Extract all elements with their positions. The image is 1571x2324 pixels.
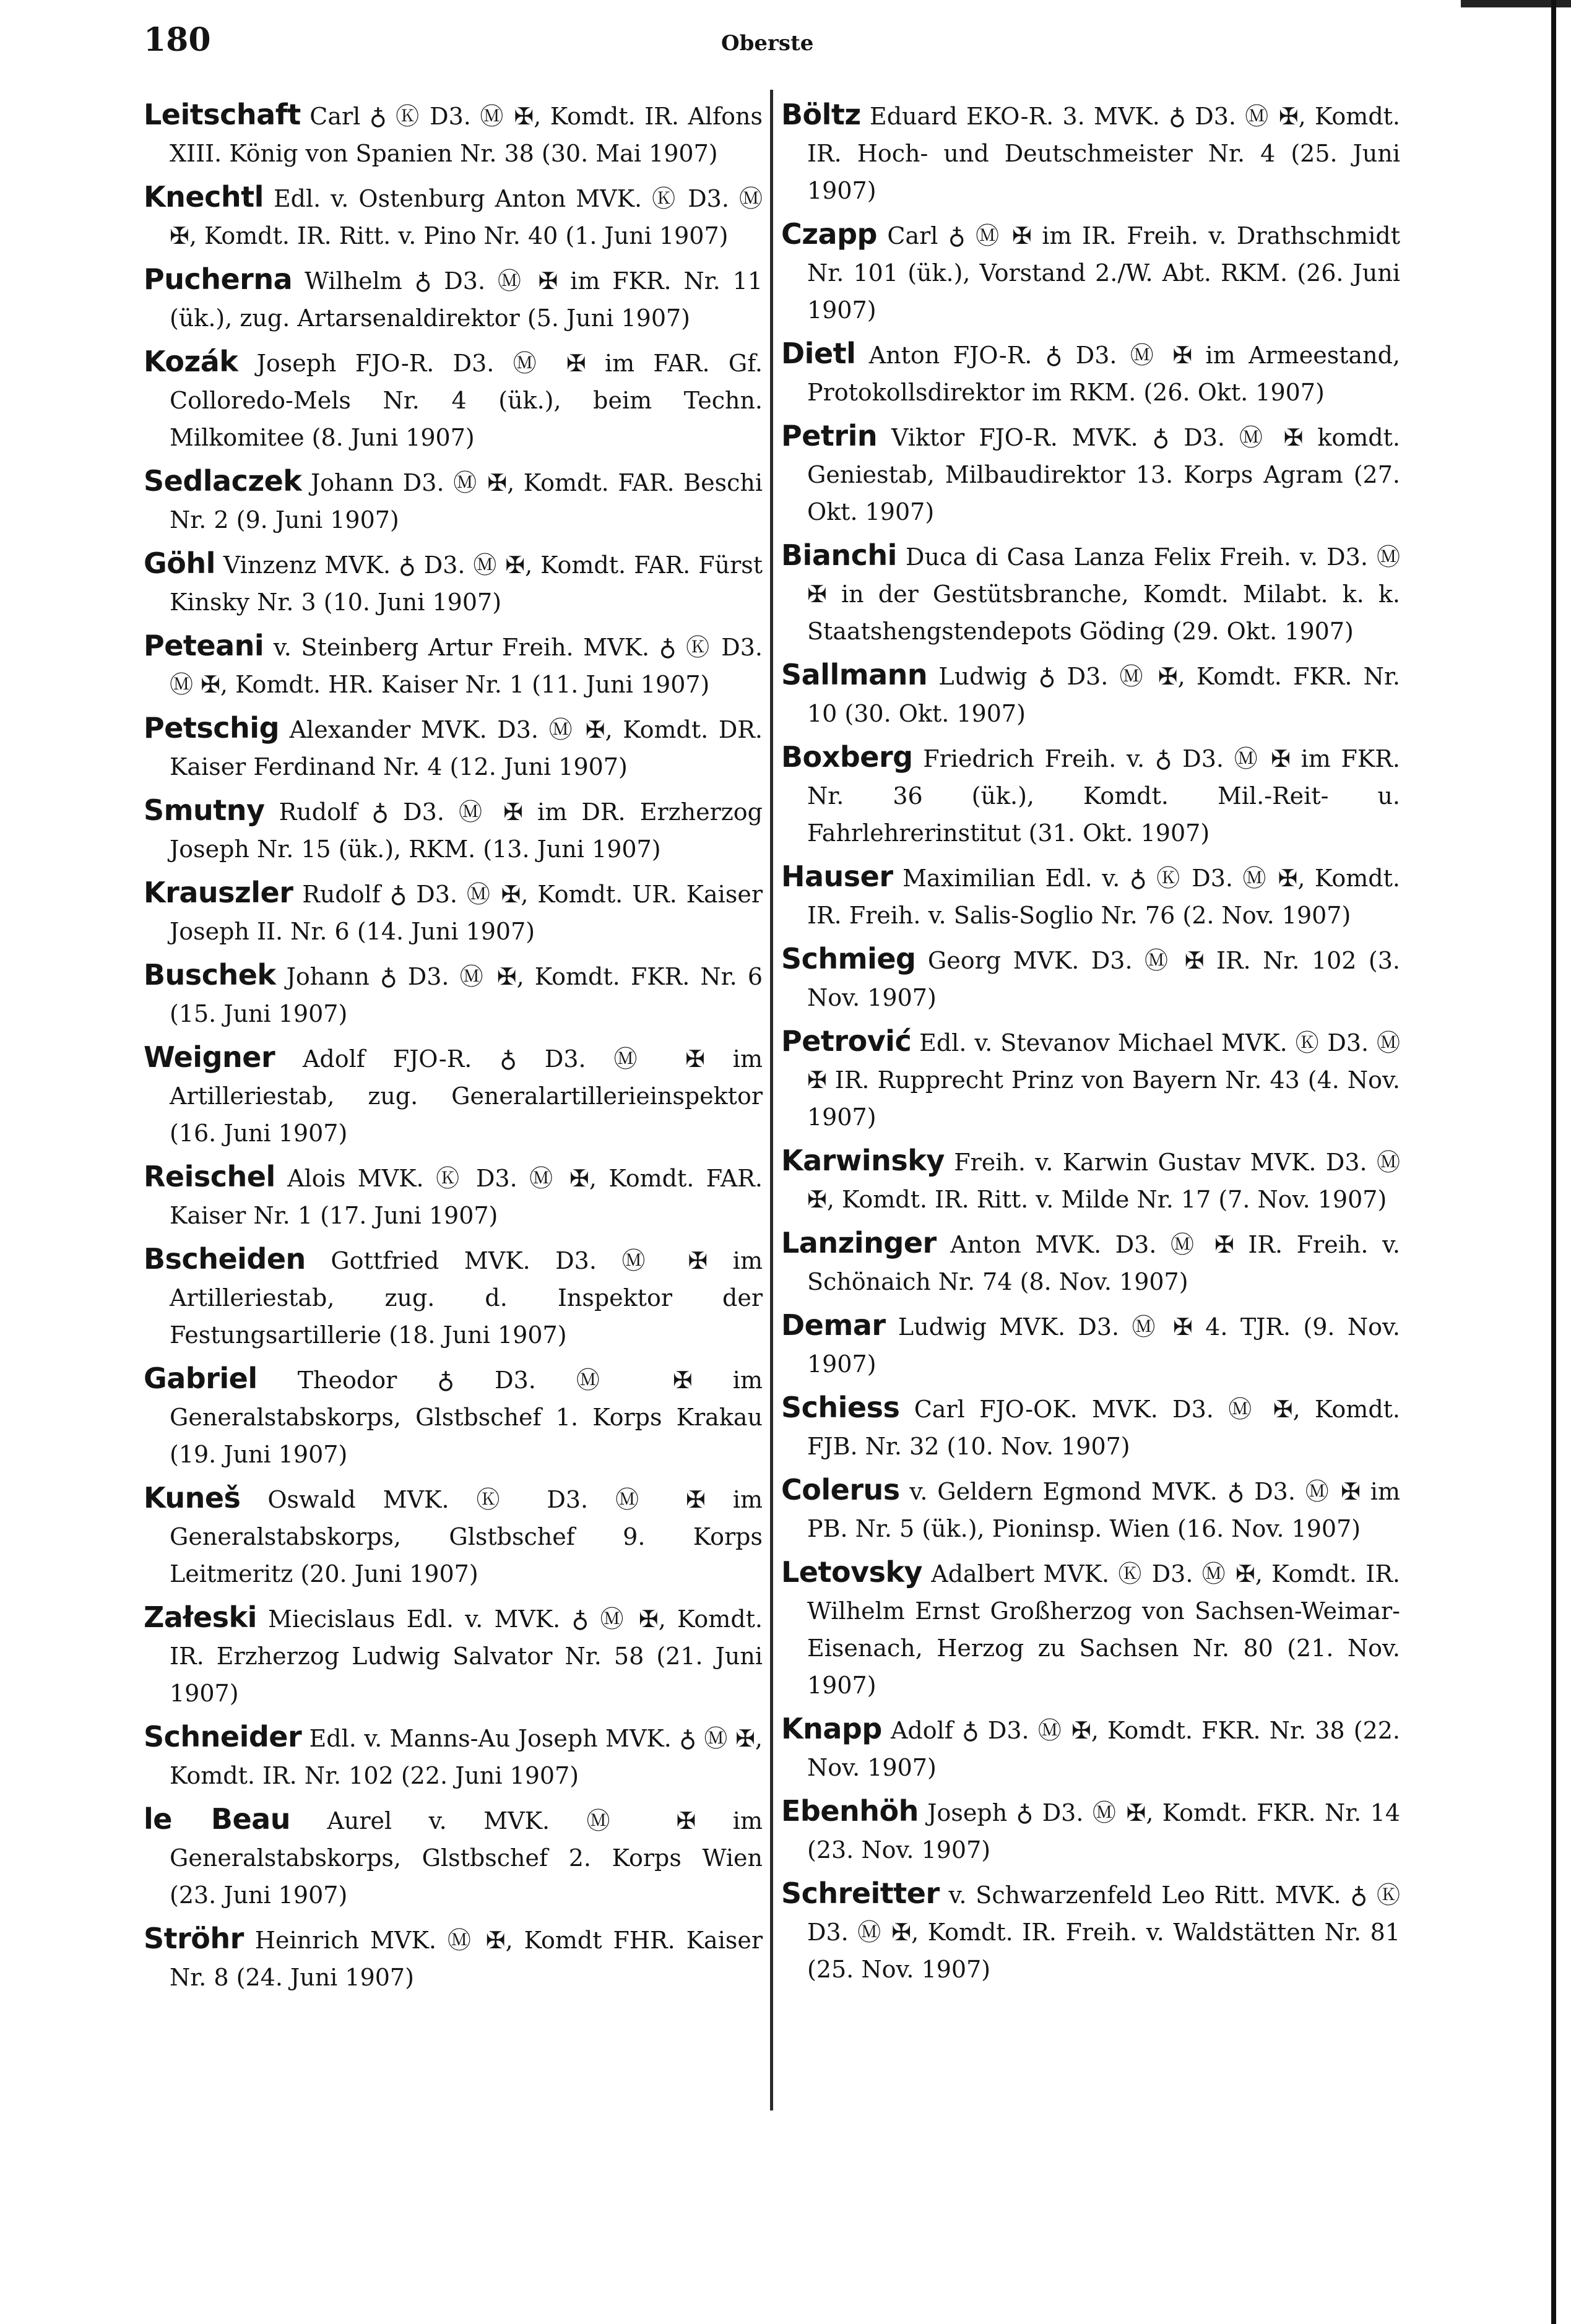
officer-entry [144, 96, 771, 172]
officer-details: Heinrich MVK. Ⓜ ✠, Komdt FHR. Kaiser Nr. 8 (24. Juni 1907) [170, 1927, 771, 1991]
officer-surname: Buschek [144, 958, 276, 991]
officer-surname: Sedlaczek [144, 464, 302, 498]
officer-surname: Petschig [144, 711, 279, 745]
officer-entry [144, 261, 771, 337]
officer-details: Edl. v. Ostenburg Anton MVK. Ⓚ D3. Ⓜ ✠, Komdt. IR. Ritt. v. Pino Nr. 40 (1. Juni 1907) [170, 185, 771, 249]
officer-entry [144, 545, 771, 621]
officer-details: v. Steinberg Artur Freih. MVK. ♁ Ⓚ D3. Ⓜ ✠, Komdt. HR. Kaiser Nr. 1 (11. Juni 1907) [170, 634, 771, 698]
officer-surname: Kozák [144, 345, 238, 378]
officer-surname: Reischel [144, 1160, 275, 1193]
officer-surname: Karwinsky [781, 1144, 945, 1177]
officer-entry [144, 343, 771, 456]
officer-entry [144, 1800, 771, 1914]
officer-surname: Knapp [781, 1712, 882, 1745]
officer-entry [144, 1920, 771, 1996]
officer-entry [781, 537, 1408, 650]
officer-entry [781, 940, 1408, 1016]
page-number: 180 [144, 21, 211, 59]
officer-surname: Dietl [781, 337, 856, 370]
officer-entry [144, 462, 771, 538]
officer-entry [781, 335, 1408, 411]
officer-entry [781, 1022, 1408, 1136]
officer-surname: Ströhr [144, 1922, 244, 1955]
officer-surname: Pucherna [144, 262, 293, 296]
officer-surname: Gabriel [144, 1362, 258, 1395]
officer-details: Vinzenz MVK. ♁ D3. Ⓜ ✠, Komdt. FAR. Fürst Kinsky Nr. 3 (10. Juni 1907) [170, 551, 771, 616]
officer-entry [781, 858, 1408, 934]
officer-entry [144, 792, 771, 868]
officer-entry [144, 1039, 771, 1152]
officer-details: Alexander MVK. D3. Ⓜ ✠, Komdt. DR. Kaiser Ferdinand Nr. 4 (12. Juni 1907) [170, 716, 771, 780]
officer-entry [144, 1479, 771, 1592]
officer-surname: Bianchi [781, 538, 897, 572]
officer-details: Adolf FJO-R. ♁ D3. Ⓜ ✠ im Artilleriestab, zug. Generalartillerieinspektor (16. Juni 1907) [170, 1045, 771, 1147]
officer-surname: Knechtl [144, 180, 264, 214]
officer-details: Rudolf ♁ D3. Ⓜ ✠, Komdt. UR. Kaiser Joseph II. Nr. 6 (14. Juni 1907) [170, 881, 771, 945]
officer-surname: Demar [781, 1308, 886, 1342]
officer-surname: Letovsky [781, 1555, 923, 1589]
officer-entry [781, 1875, 1408, 1988]
officer-surname: Boxberg [781, 740, 913, 774]
running-head: Oberste [721, 31, 814, 56]
officer-surname: Sallmann [781, 658, 928, 691]
officer-details: Freih. v. Karwin Gustav MVK. D3. Ⓜ ✠, Komdt. IR. Ritt. v. Milde Nr. 17 (7. Nov. 1907) [807, 1149, 1408, 1213]
officer-details: v. Geldern Egmond MVK. ♁ D3. Ⓜ ✠ im PB. Nr. 5 (ük.), Pioninsp. Wien (16. Nov. 1907) [807, 1478, 1408, 1542]
officer-surname: Colerus [781, 1473, 900, 1506]
officer-details: Adolf ♁ D3. Ⓜ ✠, Komdt. FKR. Nr. 38 (22. Nov. 1907) [807, 1717, 1408, 1781]
officer-details: Eduard EKO-R. 3. MVK. ♁ D3. Ⓜ ✠, Komdt. IR. Hoch- und Deutschmeister Nr. 4 (25. Juni 1907) [807, 103, 1408, 204]
officer-entry [781, 656, 1408, 732]
officer-surname: le Beau [144, 1802, 290, 1836]
officer-surname: Petrović [781, 1024, 912, 1058]
officer-entry [144, 1158, 771, 1234]
officer-details: Edl. v. Manns-Au Joseph MVK. ♁ Ⓜ ✠, Komdt. IR. Nr. 102 (22. Juni 1907) [170, 1725, 771, 1789]
officer-details: Friedrich Freih. v. ♁ D3. Ⓜ ✠ im FKR. Nr. 36 (ük.), Komdt. Mil.-Reit- u. Fahrlehrerinstitut (31. Okt. 1907) [807, 745, 1408, 847]
officer-surname: Smutny [144, 793, 265, 827]
officer-entry [781, 1792, 1408, 1868]
officer-surname: Peteani [144, 629, 264, 662]
officer-details: Georg MVK. D3. Ⓜ ✠ IR. Nr. 102 (3. Nov. 1907) [807, 947, 1408, 1011]
officer-entry [781, 1224, 1408, 1300]
officer-surname: Czapp [781, 217, 877, 251]
officer-entry [781, 1142, 1408, 1218]
officer-details: Theodor ♁ D3. Ⓜ ✠ im Generalstabskorps, Glstbschef 1. Korps Krakau (19. Juni 1907) [170, 1367, 771, 1468]
officer-details: Anton FJO-R. ♁ D3. Ⓜ ✠ im Armeestand, Protokollsdirektor im RKM. (26. Okt. 1907) [807, 342, 1408, 406]
officer-entry [144, 1360, 771, 1473]
officer-entry [144, 956, 771, 1032]
officer-details: Aurel v. MVK. Ⓜ ✠ im Generalstabskorps, Glstbschef 2. Korps Wien (23. Juni 1907) [170, 1807, 771, 1909]
officer-entry [144, 1718, 771, 1794]
officer-details: Anton MVK. D3. Ⓜ ✠ IR. Freih. v. Schönaich Nr. 74 (8. Nov. 1907) [807, 1231, 1408, 1295]
officer-details: Alois MVK. Ⓚ D3. Ⓜ ✠, Komdt. FAR. Kaiser Nr. 1 (17. Juni 1907) [170, 1165, 771, 1229]
officer-surname: Bscheiden [144, 1242, 306, 1276]
officer-entry [781, 738, 1408, 852]
officer-surname: Krauszler [144, 876, 293, 909]
left-column [144, 96, 771, 2002]
officer-details: Maximilian Edl. v. ♁ Ⓚ D3. Ⓜ ✠, Komdt. IR. Freih. v. Salis-Soglio Nr. 76 (2. Nov. 1907) [807, 865, 1408, 929]
officer-surname: Schmieg [781, 942, 916, 975]
officer-surname: Leitschaft [144, 98, 301, 131]
officer-details: Johann ♁ D3. Ⓜ ✠, Komdt. FKR. Nr. 6 (15. Juni 1907) [170, 963, 771, 1027]
officer-surname: Lanzinger [781, 1226, 937, 1259]
officer-details: Ludwig MVK. D3. Ⓜ ✠ 4. TJR. (9. Nov. 1907) [807, 1313, 1408, 1378]
officer-details: Wilhelm ♁ D3. Ⓜ ✠ im FKR. Nr. 11 (ük.), zug. Artarsenaldirektor (5. Juni 1907) [170, 267, 771, 332]
officer-details: Carl ♁ Ⓚ D3. Ⓜ ✠, Komdt. IR. Alfons XIII. König von Spanien Nr. 38 (30. Mai 1907) [170, 103, 771, 167]
right-column [781, 96, 1408, 1994]
officer-entry [781, 1307, 1408, 1383]
officer-details: Adalbert MVK. Ⓚ D3. Ⓜ ✠, Komdt. IR. Wilhelm Ernst Großherzog von Sachsen-Weimar-Eisenach, Herzog zu Sachsen Nr. 80 (21. Nov. 1907) [807, 1560, 1408, 1699]
officer-details: Edl. v. Stevanov Michael MVK. Ⓚ D3. Ⓜ ✠ IR. Rupprecht Prinz von Bayern Nr. 43 (4. Nov. 1907) [807, 1029, 1408, 1131]
officer-entry [781, 417, 1408, 530]
officer-surname: Kuneš [144, 1481, 241, 1514]
officer-surname: Weigner [144, 1040, 275, 1074]
officer-details: Carl ♁ Ⓜ ✠ im IR. Freih. v. Drathschmidt Nr. 101 (ük.), Vorstand 2./W. Abt. RKM. (26. Juni 1907) [807, 222, 1408, 324]
officer-surname: Petrin [781, 419, 878, 452]
officer-surname: Böltz [781, 98, 861, 131]
officer-details: Joseph ♁ D3. Ⓜ ✠, Komdt. FKR. Nr. 14 (23. Nov. 1907) [807, 1799, 1408, 1864]
officer-surname: Schneider [144, 1720, 302, 1753]
officer-details: Johann D3. Ⓜ ✠, Komdt. FAR. Beschi Nr. 2 (9. Juni 1907) [170, 469, 771, 533]
scan-right-border [1551, 0, 1556, 2324]
officer-details: Carl FJO-OK. MVK. D3. Ⓜ ✠, Komdt. FJB. Nr. 32 (10. Nov. 1907) [807, 1396, 1408, 1460]
officer-surname: Göhl [144, 546, 215, 580]
officer-entry [144, 627, 771, 703]
officer-details: Duca di Casa Lanza Felix Freih. v. D3. Ⓜ ✠ in der Gestütsbranche, Komdt. Milabt. k. k. Staatshengstendepots Göding (29. Okt. 1907) [807, 543, 1408, 645]
officer-details: Rudolf ♁ D3. Ⓜ ✠ im DR. Erzherzog Joseph Nr. 15 (ük.), RKM. (13. Juni 1907) [170, 798, 771, 863]
officer-entry [781, 1710, 1408, 1786]
officer-details: Viktor FJO-R. MVK. ♁ D3. Ⓜ ✠ komdt. Geniestab, Milbaudirektor 13. Korps Agram (27. Okt. 1907) [807, 424, 1408, 525]
officer-surname: Ebenhöh [781, 1794, 919, 1828]
officer-surname: Schreitter [781, 1877, 940, 1910]
officer-entry [781, 1389, 1408, 1465]
officer-details: Miecislaus Edl. v. MVK. ♁ Ⓜ ✠, Komdt. IR. Erzherzog Ludwig Salvator Nr. 58 (21. Juni 1907) [170, 1605, 771, 1707]
officer-entry [144, 178, 771, 254]
officer-details: Joseph FJO-R. D3. Ⓜ ✠ im FAR. Gf. Colloredo-Mels Nr. 4 (ük.), beim Techn. Milkomitee (8. Juni 1907) [170, 350, 771, 451]
officer-entry [781, 1553, 1408, 1704]
officer-entry [781, 215, 1408, 329]
officer-details: Ludwig ♁ D3. Ⓜ ✠, Komdt. FKR. Nr. 10 (30. Okt. 1907) [807, 663, 1408, 727]
officer-details: v. Schwarzenfeld Leo Ritt. MVK. ♁ Ⓚ D3. Ⓜ ✠, Komdt. IR. Freih. v. Waldstätten Nr. 81 (25. Nov. 1907) [807, 1881, 1408, 1983]
officer-entry [144, 709, 771, 785]
officer-details: Oswald MVK. Ⓚ D3. Ⓜ ✠ im Generalstabskorps, Glstbschef 9. Korps Leitmeritz (20. Juni 1907) [170, 1486, 771, 1587]
officer-details: Gottfried MVK. D3. Ⓜ ✠ im Artilleriestab, zug. d. Inspektor der Festungsartillerie (18. Juni 1907) [170, 1247, 771, 1349]
officer-entry [781, 1471, 1408, 1547]
officer-entry [144, 874, 771, 950]
officer-surname: Schiess [781, 1391, 900, 1424]
officer-surname: Załeski [144, 1600, 257, 1634]
column-divider [770, 90, 773, 2110]
officer-surname: Hauser [781, 860, 893, 893]
officer-entry [144, 1240, 771, 1354]
officer-entry [144, 1599, 771, 1712]
officer-entry [781, 96, 1408, 209]
